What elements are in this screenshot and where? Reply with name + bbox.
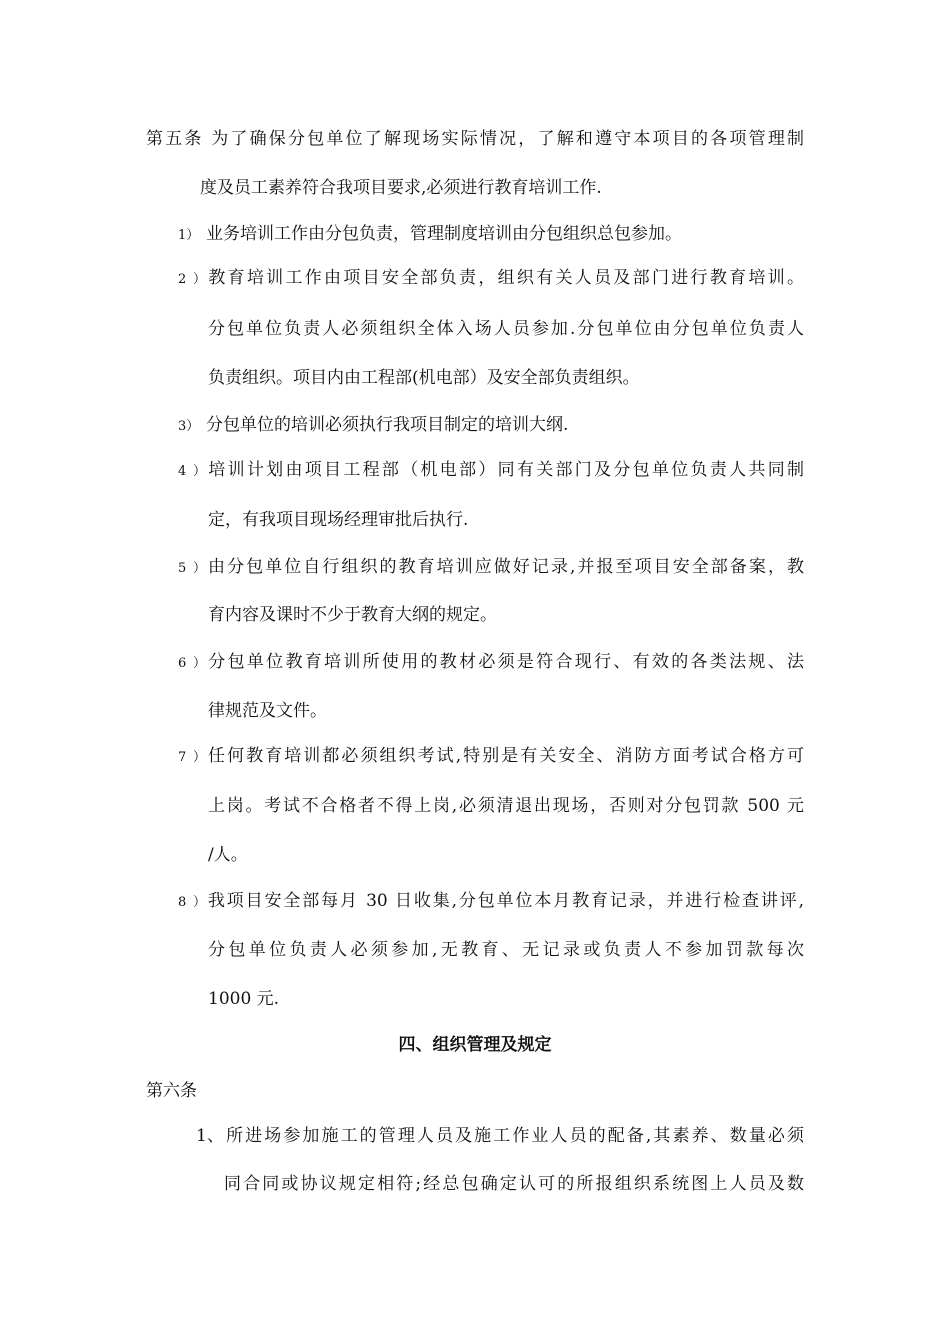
list-item-continuation: 定，有我项目现场经理审批后执行. [208, 510, 469, 530]
article5-first-line [146, 127, 804, 151]
list-item [178, 413, 568, 439]
list-item-continuation: 同合同或协议规定相符;经总包确定认可的所报组织系统图上人员及数 [224, 1174, 804, 1194]
list-item-text: 培训计划由项目工程部（机电部）同有关部门及分包单位负责人共同制 [206, 460, 804, 480]
list-item [178, 744, 804, 770]
list-item-number: 6） [178, 656, 206, 671]
list-item [178, 222, 682, 248]
list-item-continuation: 分包单位负责人必须参加,无教育、无记录或负责人不参加罚款每次 [208, 940, 804, 960]
article5-text-line2: 度及员工素养符合我项目要求,必须进行教育培训工作. [200, 178, 602, 198]
article6-label: 第六条 [146, 1081, 197, 1101]
article5-text-line1: 为了确保分包单位了解现场实际情况，了解和遵守本项目的各项管理制 [211, 129, 805, 149]
list-item-text: 由分包单位自行组织的教育培训应做好记录,并报至项目安全部备案，教 [206, 557, 804, 577]
list-item [196, 1124, 804, 1148]
list-item-text: 教育培训工作由项目安全部负责，组织有关人员及部门进行教育培训。 [206, 268, 804, 288]
list-item-text: 业务培训工作由分包负责，管理制度培训由分包组织总包参加。 [206, 224, 682, 244]
list-item-text: 分包单位的培训必须执行我项目制定的培训大纲. [206, 415, 569, 435]
list-item-number: 7） [178, 750, 206, 765]
list-item-text: 我项目安全部每月 30 日收集,分包单位本月教育记录，并进行检查讲评, [206, 891, 804, 911]
list-item-text: 所进场参加施工的管理人员及施工作业人员的配备,其素养、数量必须 [224, 1126, 804, 1146]
list-item-number: 5） [178, 561, 206, 576]
article5-label: 第五条 [146, 129, 204, 149]
list-item [178, 266, 804, 292]
list-item-continuation: /人。 [208, 845, 248, 865]
list-item-continuation: 分包单位负责人必须组织全体入场人员参加.分包单位由分包单位负责人 [208, 319, 804, 339]
list-item [178, 889, 804, 915]
list-item-continuation: 律规范及文件。 [208, 701, 327, 721]
list-item-number: 1、 [196, 1126, 224, 1146]
list-item-number: 4） [178, 464, 206, 479]
list-item-number: 3） [178, 419, 200, 434]
list-item-text: 分包单位教育培训所使用的教材必须是符合现行、有效的各类法规、法 [206, 652, 804, 672]
list-item [178, 650, 804, 676]
list-item-number: 8） [178, 895, 206, 910]
list-item [178, 555, 804, 581]
section-heading: 四、组织管理及规定 [398, 1035, 552, 1055]
list-item-continuation: 上岗。考试不合格者不得上岗,必须清退出现场，否则对分包罚款 500 元 [208, 796, 804, 816]
list-item-continuation: 1000 元. [208, 989, 280, 1009]
list-item-number: 2） [178, 272, 206, 287]
list-item-number: 1） [178, 228, 200, 243]
list-item-continuation: 负责组织。项目内由工程部(机电部）及安全部负责组织。 [208, 368, 640, 388]
list-item-continuation: 育内容及课时不少于教育大纲的规定。 [208, 605, 497, 625]
list-item-text: 任何教育培训都必须组织考试,特别是有关安全、消防方面考试合格方可 [206, 746, 804, 766]
list-item [178, 458, 804, 484]
